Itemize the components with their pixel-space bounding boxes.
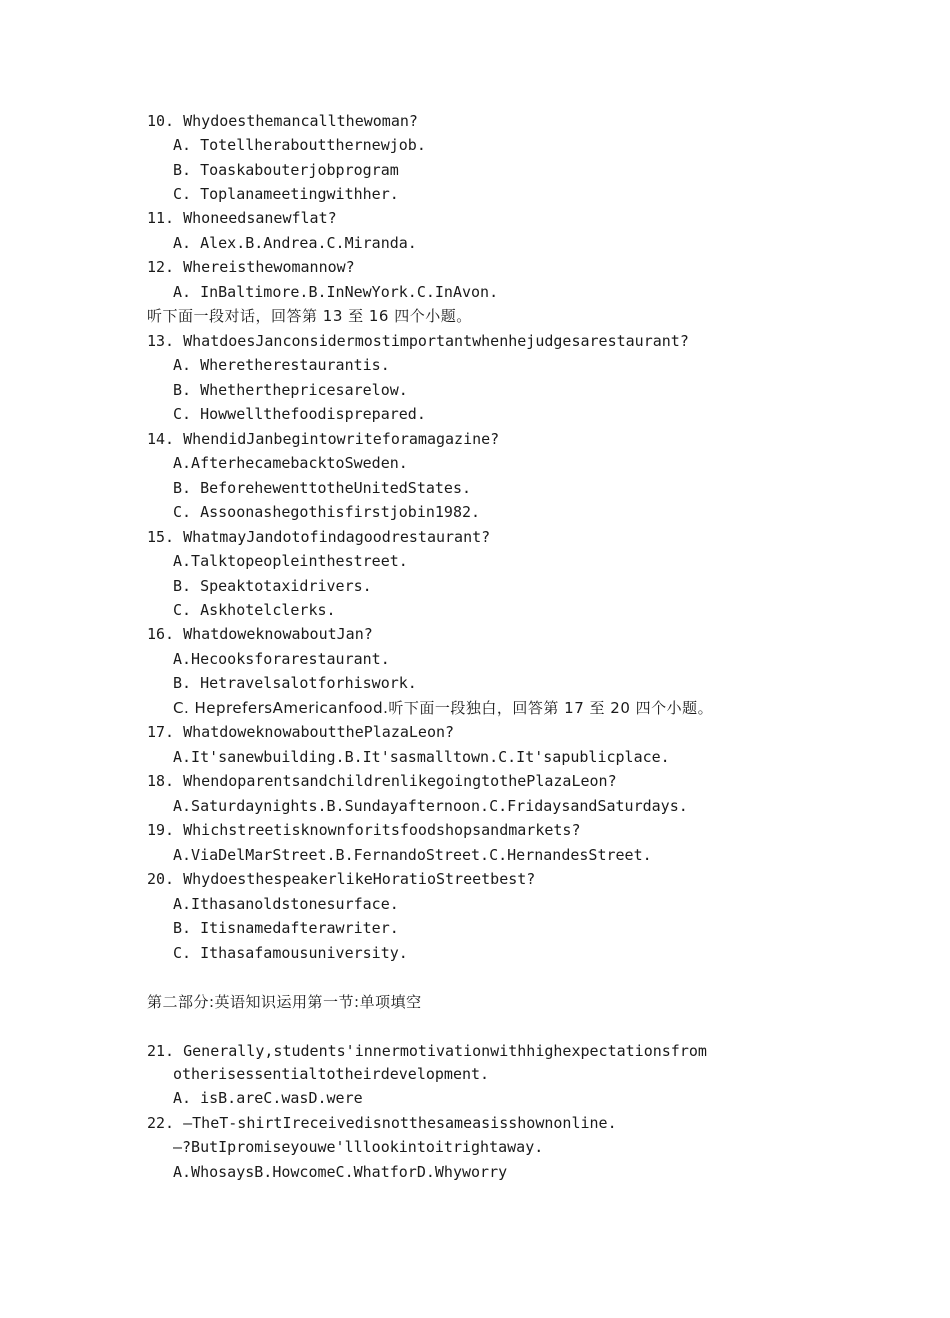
options-17: A.It'sanewbuilding.B.It'sasmalltown.C.It'sapublicplace.: [173, 748, 670, 766]
question-14: 14. WhendidJanbegintowriteforamagazine?: [147, 430, 500, 448]
option-20-a: A.Ithasanoldstonesurface.: [173, 895, 399, 913]
options-18: A.Saturdaynights.B.Sundayafternoon.C.FridaysandSaturdays.: [173, 797, 688, 815]
option-10-b: B. Toaskabouterjobprogram: [173, 161, 399, 179]
option-14-b: B. BeforehewenttotheUnitedStates.: [173, 479, 472, 497]
option-15-a: A.Talktopeopleinthestreet.: [173, 552, 408, 570]
option-10-a: A. Totellheraboutthernewjob.: [173, 136, 426, 154]
option-14-c: C. Assoonashegothisfirstjobin1982.: [173, 503, 481, 521]
option-10-c: C. Toplanameetingwithher.: [173, 185, 399, 203]
question-16: 16. WhatdoweknowaboutJan?: [147, 625, 373, 643]
question-11: 11. Whoneedsanewflat?: [147, 209, 337, 227]
option-20-c: C. Ithasafamousuniversity.: [173, 944, 408, 962]
options-19: A.ViaDelMarStreet.B.FernandoStreet.C.HernandesStreet.: [173, 846, 652, 864]
option-15-c: C. Askhotelclerks.: [173, 601, 336, 619]
question-21: 21. Generally,students'innermotivationwithhighexpectationsfrom: [147, 1042, 707, 1060]
question-15: 15. WhatmayJandotofindagoodrestaurant?: [147, 528, 491, 546]
question-10: 10. Whydoesthemancallthewoman?: [147, 112, 418, 130]
option-15-b: B. Speaktotaxidrivers.: [173, 577, 372, 595]
option-14-a: A.AfterhecamebacktoSweden.: [173, 454, 408, 472]
question-12: 12. Whereisthewomannow?: [147, 258, 355, 276]
option-16-c-with-instruction: C. HeprefersAmericanfood.听下面一段独白，回答第 17 至 20 四个小题。: [173, 699, 714, 717]
question-19: 19. Whichstreetisknownforitsfoodshopsandmarkets?: [147, 821, 581, 839]
question-13: 13. WhatdoesJanconsidermostimportantwhenhejudgesarestaurant?: [147, 332, 689, 350]
question-17: 17. WhatdoweknowaboutthePlazaLeon?: [147, 723, 455, 741]
question-20: 20. WhydoesthespeakerlikeHoratioStreetbest?: [147, 870, 536, 888]
options-21: A. isB.areC.wasD.were: [173, 1089, 363, 1107]
question-22: 22. —TheT-shirtIreceivedisnotthesameasisshownonline.: [147, 1114, 617, 1132]
option-13-a: A. Wheretherestaurantis.: [173, 356, 390, 374]
option-20-b: B. Itisnamedafterawriter.: [173, 919, 399, 937]
options-12: A. InBaltimore.B.InNewYork.C.InAvon.: [173, 283, 499, 301]
part-two-heading: 第二部分:英语知识运用第一节:单项填空: [147, 993, 422, 1011]
question-21-continued: otherisessentialtotheirdevelopment.: [173, 1065, 490, 1083]
option-13-b: B. Whetherthepricesarelow.: [173, 381, 408, 399]
option-16-a: A.Hecooksforarestaurant.: [173, 650, 390, 668]
question-22-reply: —?ButIpromiseyouwe'lllookintoitrightaway.: [173, 1138, 544, 1156]
section-instruction-13-16: 听下面一段对话，回答第 13 至 16 四个小题。: [147, 307, 472, 325]
options-22: A.WhosaysB.HowcomeC.WhatforD.Whyworry: [173, 1163, 508, 1181]
option-13-c: C. Howwellthefoodisprepared.: [173, 405, 426, 423]
option-16-b: B. Hetravelsalotforhiswork.: [173, 674, 417, 692]
options-11: A. Alex.B.Andrea.C.Miranda.: [173, 234, 417, 252]
question-18: 18. WhendoparentsandchildrenlikegoingtothePlazaLeon?: [147, 772, 617, 790]
